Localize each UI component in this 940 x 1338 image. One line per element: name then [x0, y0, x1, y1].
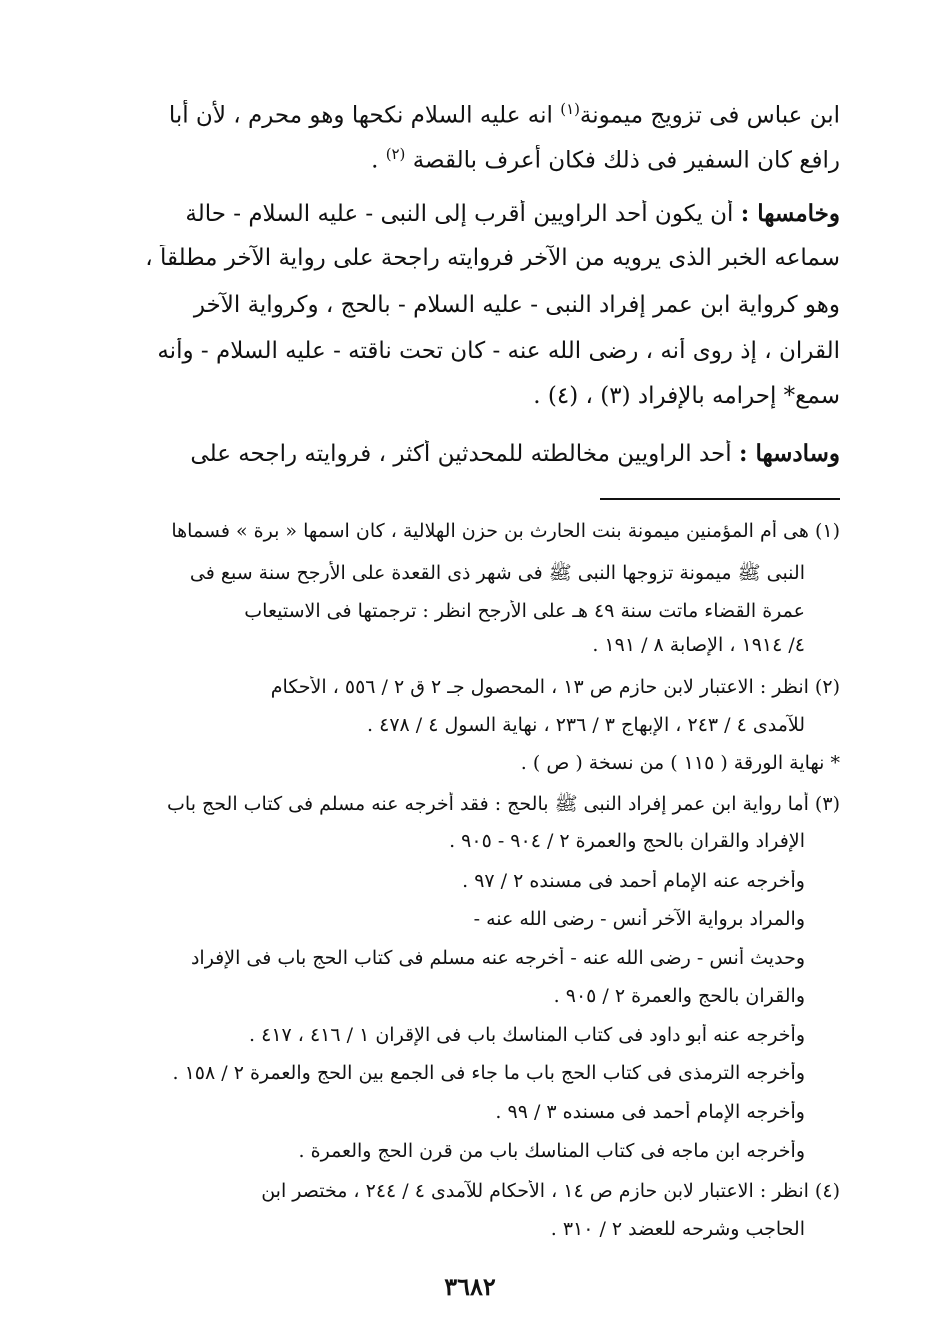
footnote-line: النبى ﷺ ميمونة تزوجها النبى ﷺ فى شهر ذى القعدة على الأرجح سنة سبع فى: [189, 562, 805, 584]
footnote-line: (٣) أما رواية ابن عمر إفراد النبى ﷺ بالحج : فقد أخرجه عنه مسلم فى كتاب الحج باب: [167, 793, 840, 815]
paragraph-5-line-2: سماعه الخبر الذى يرويه من الآخر فروايته راجحة على رواية الآخر مطلقاً ،: [145, 245, 840, 271]
footnote-line: والمراد برواية الآخر أنس - رضى الله عنه -: [473, 908, 805, 930]
footnote-line: ٤/ ١٩١٤ ، الإصابة ٨ / ١٩١ .: [592, 634, 805, 656]
footnote-line: وحديث أنس - رضى الله عنه - أخرجه عنه مسلم فى كتاب الحج باب فى الإفراد: [190, 947, 805, 969]
footnote-line: وأخرجه عنه أبو داود فى كتاب المناسك باب فى الإقران ١ / ٤١٦ ، ٤١٧ .: [249, 1024, 805, 1046]
paragraph-5-line-3: وهو كرواية ابن عمر إفراد النبى - عليه السلام - بالحج ، وكرواية الآخر: [193, 292, 840, 318]
paragraph-5-line-4: القران ، إذ روى أنه ، رضى الله عنه - كان تحت ناقته - عليه السلام - وأنه: [157, 338, 840, 364]
footnote-line: (٢) انظر : الاعتبار لابن حازم ص ١٣ ، المحصول جـ ٢ ق ٢ / ٥٥٦ ، الأحكام: [270, 676, 840, 698]
footnote-ref-2: (٢): [385, 145, 406, 163]
paragraph-6-line-1: وسادسها : أحد الراويين مخالطته للمحدثين أكثر ، فروايته راجحه على: [190, 440, 840, 467]
footnote-line: وأخرجه عنه الإمام أحمد فى مسنده ٢ / ٩٧ .: [462, 870, 805, 892]
paragraph-6-label: وسادسها :: [738, 440, 840, 467]
footnote-line: وأخرجه الترمذى فى كتاب الحج باب ما جاء فى الجمع بين الحج والعمرة ٢ / ١٥٨ .: [172, 1062, 805, 1084]
footnote-line: عمرة القضاء ماتت سنة ٤٩ هـ على الأرجح انظر : ترجمتها فى الاستيعاب: [244, 600, 805, 622]
main-line-2: رافع كان السفير فى ذلك فكان أعرف بالقصة $^{(٢)}$ .: [371, 145, 840, 174]
footnote-ref-1: (١): [560, 100, 580, 118]
main-line-1: ابن عباس فى تزويج ميمونة$^{(١)}$ انه عليه السلام نكحها وهو محرم ، لأن أبا: [168, 100, 840, 129]
footnote-line: وأخرجه ابن ماجه فى كتاب المناسك باب من قرن الحج والعمرة .: [298, 1140, 805, 1162]
paragraph-5-label: وخامسها :: [740, 200, 840, 227]
footnote-line: (١) هى أم المؤمنين ميمونة بنت الحارث بن حزن الهلالية ، كان اسمها « برة » فسماها: [171, 520, 840, 542]
footnote-separator: [600, 498, 840, 500]
footnote-line: للآمدى ٤ / ٢٤٣ ، الإبهاج ٣ / ٢٣٦ ، نهاية السول ٤ / ٤٧٨ .: [367, 714, 805, 736]
paragraph-5-line-5: سمع* إحرامه بالإفراد (٣) ، (٤) .: [533, 383, 840, 409]
footnote-line: * نهاية الورقة ( ١١٥ ) من نسخة ( ص ) .: [520, 752, 840, 774]
footnote-line: الإفراد والقران بالحج والعمرة ٢ / ٩٠٤ - ٩٠٥ .: [449, 830, 805, 852]
footnote-line: وأخرجه الإمام أحمد فى مسنده ٣ / ٩٩ .: [495, 1101, 805, 1123]
footnote-line: (٤) انظر : الاعتبار لابن حازم ص ١٤ ، الأحكام للآمدى ٤ / ٢٤٤ ، مختصر ابن: [261, 1180, 840, 1202]
paragraph-5-line-1: وخامسها : أن يكون أحد الراويين أقرب إلى النبى - عليه السلام - حالة: [185, 200, 840, 227]
footnote-line: والقران بالحج والعمرة ٢ / ٩٠٥ .: [553, 985, 805, 1007]
page-number: ٣٦٨٢: [444, 1272, 496, 1301]
footnote-line: الحاجب وشرحه للعضد ٢ / ٣١٠ .: [550, 1218, 805, 1240]
